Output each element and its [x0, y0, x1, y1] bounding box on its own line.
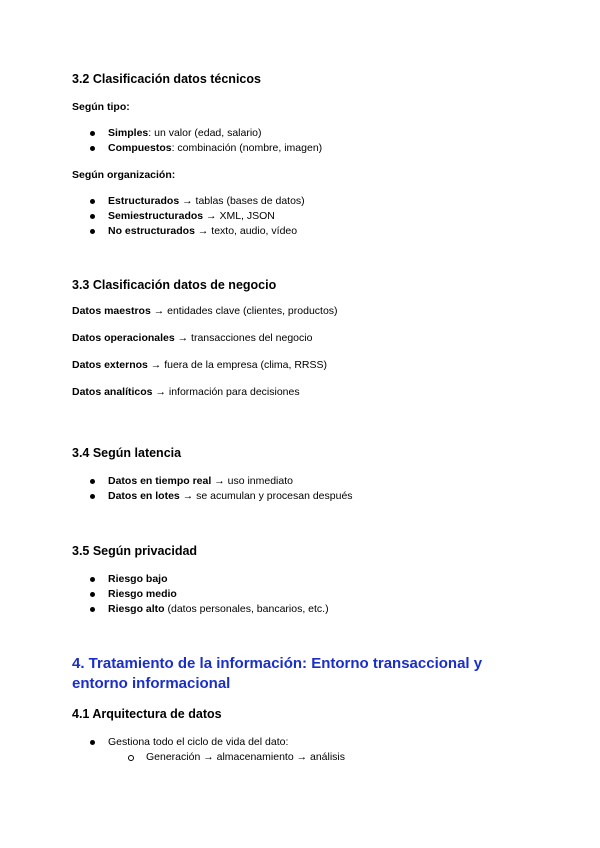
list-item: No estructurados → texto, audio, vídeo: [88, 224, 305, 239]
bullet-icon: [90, 479, 95, 484]
list-item: Generación → almacenamiento → análisis: [126, 750, 345, 765]
list-item: Datos en lotes → se acumulan y procesan después: [88, 489, 353, 504]
list-item: Semiestructurados → XML, JSON: [88, 209, 305, 224]
list-item: Riesgo bajo: [88, 572, 329, 587]
org-label: Según organización:: [72, 169, 176, 181]
bullet-icon: [90, 131, 95, 136]
section-3-2-title: 3.2 Clasificación datos técnicos: [72, 72, 261, 86]
privacidad-list: [88, 572, 329, 617]
list-item: Riesgo medio: [88, 587, 329, 602]
bullet-icon: [90, 592, 95, 597]
paragraph: Datos maestros → entidades clave (clientes, productos): [72, 305, 338, 317]
tipo-list: [88, 126, 322, 156]
bullet-icon: [90, 607, 95, 612]
bullet-icon: [90, 494, 95, 499]
list-item: Riesgo alto (datos personales, bancarios, etc.): [88, 602, 329, 617]
list-item: Estructurados → tablas (bases de datos): [88, 194, 305, 209]
list-item: Simples: un valor (edad, salario): [88, 126, 322, 141]
paragraph: Datos operacionales → transacciones del negocio: [72, 332, 313, 344]
paragraph: Datos analíticos → información para decisiones: [72, 386, 300, 398]
bullet-icon: [90, 229, 95, 234]
section-3-5-title: 3.5 Según privacidad: [72, 544, 198, 558]
list-item: Datos en tiempo real → uso inmediato: [88, 474, 353, 489]
hollow-bullet-icon: [128, 755, 134, 761]
list-item: Compuestos: combinación (nombre, imagen): [88, 141, 322, 156]
bullet-icon: [90, 577, 95, 582]
bullet-icon: [90, 146, 95, 151]
org-list: [88, 194, 305, 239]
section-4-title: 4. Tratamiento de la información: Entorno transaccional y entorno informacional: [72, 655, 483, 692]
list-item: Gestiona todo el ciclo de vida del dato:: [88, 735, 288, 750]
paragraph: Datos externos → fuera de la empresa (clima, RRSS): [72, 359, 328, 371]
arquitectura-list: [88, 735, 288, 750]
section-3-3-title: 3.3 Clasificación datos de negocio: [72, 278, 277, 292]
bullet-icon: [90, 199, 95, 204]
tipo-label: Según tipo:: [72, 101, 130, 113]
section-3-4-title: 3.4 Según latencia: [72, 446, 182, 460]
latencia-list: [88, 474, 353, 504]
arquitectura-nested-list: [126, 750, 345, 765]
section-4-1-title: 4.1 Arquitectura de datos: [72, 707, 222, 721]
bullet-icon: [90, 740, 95, 745]
bullet-icon: [90, 214, 95, 219]
